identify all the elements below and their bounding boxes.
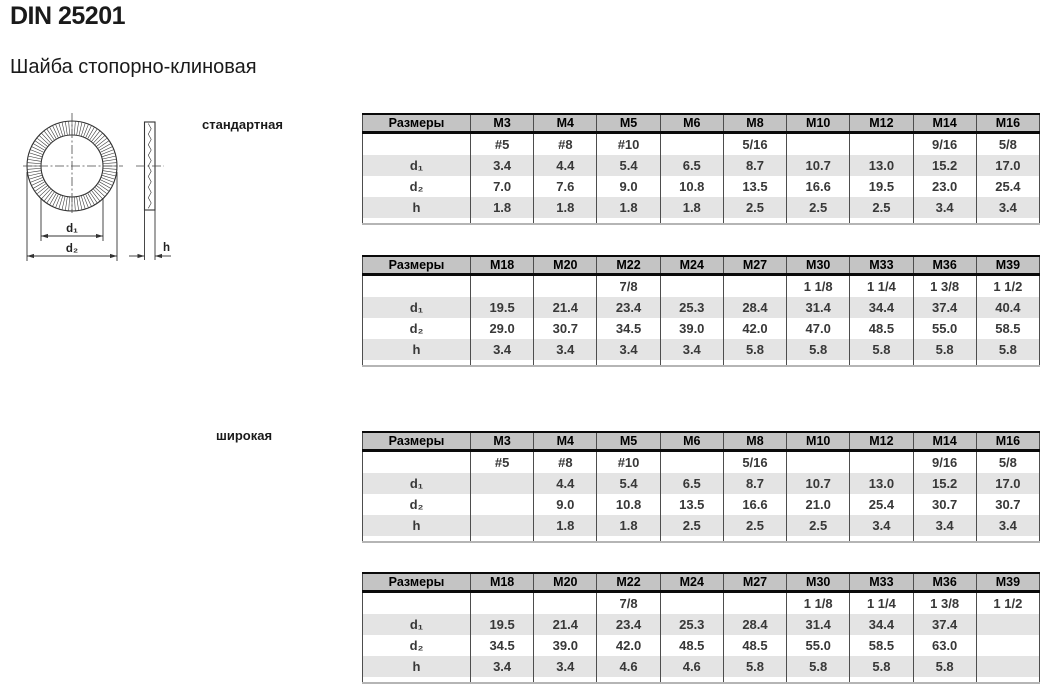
spacer-cell: [850, 360, 913, 366]
value-cell: 3.4: [471, 339, 534, 360]
spacer-cell: [787, 677, 850, 683]
value-cell: 6.5: [660, 155, 723, 176]
inch-size-cell: #8: [534, 451, 597, 474]
value-cell: 5.4: [597, 473, 660, 494]
spacer-cell: [787, 218, 850, 224]
arrowhead-icon: [96, 234, 103, 238]
spacer-cell: [723, 677, 786, 683]
table-standard-m18-m39: [362, 255, 1040, 367]
column-header: M16: [976, 432, 1039, 451]
value-cell: 16.6: [723, 494, 786, 515]
column-header: M24: [660, 256, 723, 275]
spacer-cell: [976, 360, 1039, 366]
spacer-cell: [363, 218, 471, 224]
spacer-cell: [787, 360, 850, 366]
spacer-cell: [723, 536, 786, 542]
value-cell: 19.5: [471, 297, 534, 318]
value-cell: 34.4: [850, 297, 913, 318]
column-header: M22: [597, 256, 660, 275]
value-cell: 2.5: [850, 197, 913, 218]
column-header: M36: [913, 573, 976, 592]
column-header: M20: [534, 573, 597, 592]
column-header: M36: [913, 256, 976, 275]
header-row: [363, 114, 1040, 133]
value-cell: 13.5: [723, 176, 786, 197]
inch-size-cell: [660, 133, 723, 156]
dimension-row: [363, 635, 1040, 656]
value-cell: 5.4: [597, 155, 660, 176]
spacer-cell: [660, 677, 723, 683]
spacer-row: [363, 536, 1040, 542]
dimension-row: [363, 318, 1040, 339]
spacer-cell: [363, 677, 471, 683]
spacer-cell: [534, 218, 597, 224]
column-header: M8: [723, 432, 786, 451]
value-cell: 23.4: [597, 297, 660, 318]
spacer-cell: [471, 218, 534, 224]
inch-size-cell: 1 1/2: [976, 275, 1039, 298]
row-label: d₂: [363, 635, 471, 656]
column-header: M3: [471, 114, 534, 133]
header-row: [363, 256, 1040, 275]
arrowhead-icon: [41, 234, 48, 238]
value-cell: 5.8: [723, 656, 786, 677]
value-cell: 47.0: [787, 318, 850, 339]
spacer-cell: [913, 218, 976, 224]
inch-size-cell: [660, 592, 723, 615]
dimension-row: [363, 515, 1040, 536]
spacer-cell: [534, 360, 597, 366]
spacer-cell: [597, 677, 660, 683]
arrowhead-icon: [27, 254, 34, 258]
value-cell: 9.0: [597, 176, 660, 197]
value-cell: 39.0: [534, 635, 597, 656]
spacer-cell: [976, 218, 1039, 224]
column-header: M33: [850, 573, 913, 592]
inch-size-cell: [787, 133, 850, 156]
value-cell: 21.0: [787, 494, 850, 515]
value-cell: 13.0: [850, 155, 913, 176]
value-cell: 1.8: [597, 197, 660, 218]
value-cell: 39.0: [660, 318, 723, 339]
value-cell: 42.0: [597, 635, 660, 656]
value-cell: 5.8: [850, 656, 913, 677]
column-header: M27: [723, 573, 786, 592]
inch-size-cell: 7/8: [597, 592, 660, 615]
inch-size-cell: #5: [471, 133, 534, 156]
inch-size-cell: 5/8: [976, 451, 1039, 474]
value-cell: 3.4: [913, 197, 976, 218]
dimension-row: [363, 614, 1040, 635]
value-cell: 2.5: [787, 515, 850, 536]
inch-size-cell: #10: [597, 133, 660, 156]
row-label: h: [363, 515, 471, 536]
row-label: d₂: [363, 494, 471, 515]
row-label: d₁: [363, 297, 471, 318]
page-title: DIN 25201: [10, 2, 126, 30]
row-label: h: [363, 656, 471, 677]
value-cell: 19.5: [471, 614, 534, 635]
value-cell: 8.7: [723, 155, 786, 176]
column-header: M5: [597, 114, 660, 133]
inch-size-cell: [534, 592, 597, 615]
dimension-row: [363, 197, 1040, 218]
value-cell: 1.8: [534, 197, 597, 218]
value-cell: 37.4: [913, 614, 976, 635]
inch-size-cell: 5/16: [723, 451, 786, 474]
inch-size-cell: #10: [597, 451, 660, 474]
spacer-cell: [913, 677, 976, 683]
inch-size-cell: [660, 275, 723, 298]
inch-size-cell: 1 1/4: [850, 592, 913, 615]
value-cell: 2.5: [723, 515, 786, 536]
column-header: M14: [913, 114, 976, 133]
inch-size-cell: 1 1/8: [787, 592, 850, 615]
spacer-cell: [471, 536, 534, 542]
inch-size-cell: 5/16: [723, 133, 786, 156]
inch-size-cell: [363, 451, 471, 474]
inch-size-cell: #8: [534, 133, 597, 156]
value-cell: 7.6: [534, 176, 597, 197]
value-cell: 34.5: [597, 318, 660, 339]
value-cell: 5.8: [787, 656, 850, 677]
dimension-row: [363, 494, 1040, 515]
dimension-row: [363, 176, 1040, 197]
column-header: M8: [723, 114, 786, 133]
section-label-standard: стандартная: [202, 117, 283, 132]
value-cell: 3.4: [913, 515, 976, 536]
column-header: M16: [976, 114, 1039, 133]
value-cell: 2.5: [723, 197, 786, 218]
inch-size-cell: [363, 275, 471, 298]
inch-size-cell: [363, 133, 471, 156]
dimension-row: [363, 656, 1040, 677]
table-wide-m18-m39: [362, 572, 1040, 684]
inch-size-cell: 1 3/8: [913, 592, 976, 615]
value-cell: 48.5: [723, 635, 786, 656]
washer-side-view: [136, 122, 164, 210]
value-cell: 9.0: [534, 494, 597, 515]
value-cell: [976, 656, 1039, 677]
spacer-cell: [534, 536, 597, 542]
value-cell: 5.8: [913, 656, 976, 677]
column-header: M39: [976, 573, 1039, 592]
value-cell: 34.5: [471, 635, 534, 656]
value-cell: 17.0: [976, 473, 1039, 494]
inch-size-cell: [723, 592, 786, 615]
value-cell: 4.6: [660, 656, 723, 677]
value-cell: 10.8: [660, 176, 723, 197]
value-cell: 15.2: [913, 155, 976, 176]
value-cell: 3.4: [534, 656, 597, 677]
inch-size-cell: [723, 275, 786, 298]
inch-size-cell: [471, 275, 534, 298]
column-header: M6: [660, 114, 723, 133]
column-header: M12: [850, 114, 913, 133]
spacer-cell: [850, 677, 913, 683]
d2-label: d₂: [65, 243, 79, 255]
value-cell: 21.4: [534, 614, 597, 635]
value-cell: 31.4: [787, 297, 850, 318]
inch-size-row: [363, 592, 1040, 615]
page-subtitle: Шайба стопорно-клиновая: [10, 56, 257, 78]
spacer-cell: [363, 536, 471, 542]
spacer-row: [363, 360, 1040, 366]
arrowhead-icon: [155, 254, 162, 258]
value-cell: 63.0: [913, 635, 976, 656]
value-cell: 34.4: [850, 614, 913, 635]
table-standard-m3-m16: [362, 113, 1040, 225]
column-header: M22: [597, 573, 660, 592]
inch-size-cell: 1 1/8: [787, 275, 850, 298]
inch-size-cell: [850, 451, 913, 474]
value-cell: 29.0: [471, 318, 534, 339]
value-cell: 3.4: [976, 515, 1039, 536]
value-cell: 30.7: [534, 318, 597, 339]
spacer-cell: [597, 360, 660, 366]
spacer-row: [363, 677, 1040, 683]
value-cell: 5.8: [787, 339, 850, 360]
spacer-row: [363, 218, 1040, 224]
value-cell: 13.0: [850, 473, 913, 494]
value-cell: 4.6: [597, 656, 660, 677]
spacer-cell: [363, 360, 471, 366]
value-cell: 5.8: [850, 339, 913, 360]
value-cell: 2.5: [660, 515, 723, 536]
column-header: Размеры: [363, 114, 471, 133]
spacer-cell: [976, 677, 1039, 683]
column-header: M4: [534, 432, 597, 451]
inch-size-cell: [660, 451, 723, 474]
row-label: h: [363, 339, 471, 360]
value-cell: 5.8: [976, 339, 1039, 360]
spacer-cell: [597, 536, 660, 542]
value-cell: 1.8: [471, 197, 534, 218]
column-header: M5: [597, 432, 660, 451]
washer-front-view: [23, 113, 123, 213]
d1-label: d₁: [66, 223, 78, 235]
spacer-cell: [723, 360, 786, 366]
table-wide-m3-m16: [362, 431, 1040, 543]
spacer-cell: [471, 360, 534, 366]
inch-size-cell: 9/16: [913, 133, 976, 156]
column-header: M6: [660, 432, 723, 451]
value-cell: 3.4: [471, 656, 534, 677]
row-label: h: [363, 197, 471, 218]
value-cell: 25.3: [660, 614, 723, 635]
value-cell: 8.7: [723, 473, 786, 494]
row-label: d₁: [363, 614, 471, 635]
inch-size-cell: [534, 275, 597, 298]
inch-size-cell: 7/8: [597, 275, 660, 298]
spacer-cell: [913, 536, 976, 542]
column-header: M33: [850, 256, 913, 275]
inch-size-row: [363, 133, 1040, 156]
inch-size-cell: 1 3/8: [913, 275, 976, 298]
column-header: M12: [850, 432, 913, 451]
spacer-cell: [534, 677, 597, 683]
row-label: d₁: [363, 155, 471, 176]
inch-size-cell: 1 1/2: [976, 592, 1039, 615]
value-cell: 19.5: [850, 176, 913, 197]
value-cell: 28.4: [723, 297, 786, 318]
spacer-cell: [787, 536, 850, 542]
inch-size-cell: 9/16: [913, 451, 976, 474]
inch-size-cell: [850, 133, 913, 156]
value-cell: 25.4: [976, 176, 1039, 197]
value-cell: 1.8: [660, 197, 723, 218]
header-row: [363, 432, 1040, 451]
value-cell: 10.7: [787, 155, 850, 176]
inch-size-cell: 1 1/4: [850, 275, 913, 298]
spacer-cell: [660, 536, 723, 542]
value-cell: 58.5: [850, 635, 913, 656]
spacer-cell: [850, 536, 913, 542]
value-cell: 3.4: [471, 155, 534, 176]
column-header: M39: [976, 256, 1039, 275]
value-cell: 37.4: [913, 297, 976, 318]
inch-size-cell: 5/8: [976, 133, 1039, 156]
header-row: [363, 573, 1040, 592]
value-cell: 2.5: [787, 197, 850, 218]
h-dimension: [129, 210, 171, 260]
spacer-cell: [976, 536, 1039, 542]
value-cell: 1.8: [534, 515, 597, 536]
column-header: M30: [787, 256, 850, 275]
inch-size-row: [363, 451, 1040, 474]
column-header: Размеры: [363, 256, 471, 275]
column-header: M18: [471, 256, 534, 275]
value-cell: [976, 635, 1039, 656]
value-cell: 30.7: [913, 494, 976, 515]
value-cell: 3.4: [850, 515, 913, 536]
value-cell: 58.5: [976, 318, 1039, 339]
value-cell: 7.0: [471, 176, 534, 197]
value-cell: 3.4: [534, 339, 597, 360]
spacer-cell: [723, 218, 786, 224]
spacer-cell: [597, 218, 660, 224]
value-cell: 31.4: [787, 614, 850, 635]
value-cell: 3.4: [976, 197, 1039, 218]
value-cell: 13.5: [660, 494, 723, 515]
value-cell: 5.8: [723, 339, 786, 360]
inch-size-cell: [471, 592, 534, 615]
value-cell: 16.6: [787, 176, 850, 197]
value-cell: 5.8: [913, 339, 976, 360]
value-cell: 17.0: [976, 155, 1039, 176]
column-header: M14: [913, 432, 976, 451]
inch-size-row: [363, 275, 1040, 298]
value-cell: [976, 614, 1039, 635]
washer-technical-drawing: [8, 100, 198, 280]
inch-size-cell: #5: [471, 451, 534, 474]
section-label-wide: широкая: [216, 428, 273, 443]
column-header: M30: [787, 573, 850, 592]
value-cell: 40.4: [976, 297, 1039, 318]
column-header: Размеры: [363, 573, 471, 592]
arrowhead-icon: [110, 254, 117, 258]
value-cell: 21.4: [534, 297, 597, 318]
value-cell: 1.8: [597, 515, 660, 536]
value-cell: 23.4: [597, 614, 660, 635]
dimension-row: [363, 155, 1040, 176]
spacer-cell: [913, 360, 976, 366]
column-header: M27: [723, 256, 786, 275]
arrowhead-icon: [138, 254, 145, 258]
value-cell: 10.8: [597, 494, 660, 515]
spacer-cell: [660, 360, 723, 366]
value-cell: 6.5: [660, 473, 723, 494]
column-header: M24: [660, 573, 723, 592]
column-header: Размеры: [363, 432, 471, 451]
value-cell: 4.4: [534, 473, 597, 494]
row-label: d₁: [363, 473, 471, 494]
row-label: d₂: [363, 318, 471, 339]
spacer-cell: [660, 218, 723, 224]
spacer-cell: [471, 677, 534, 683]
value-cell: 10.7: [787, 473, 850, 494]
value-cell: 48.5: [660, 635, 723, 656]
value-cell: 4.4: [534, 155, 597, 176]
inch-size-cell: [787, 451, 850, 474]
column-header: M3: [471, 432, 534, 451]
value-cell: [471, 494, 534, 515]
value-cell: 25.3: [660, 297, 723, 318]
column-header: M10: [787, 114, 850, 133]
value-cell: 55.0: [787, 635, 850, 656]
dimension-row: [363, 339, 1040, 360]
value-cell: 3.4: [597, 339, 660, 360]
row-label: d₂: [363, 176, 471, 197]
column-header: M20: [534, 256, 597, 275]
value-cell: 30.7: [976, 494, 1039, 515]
value-cell: 15.2: [913, 473, 976, 494]
inch-size-cell: [363, 592, 471, 615]
spacer-cell: [850, 218, 913, 224]
value-cell: 3.4: [660, 339, 723, 360]
value-cell: 55.0: [913, 318, 976, 339]
column-header: M4: [534, 114, 597, 133]
h-label: h: [163, 242, 171, 254]
value-cell: 28.4: [723, 614, 786, 635]
dimension-row: [363, 473, 1040, 494]
value-cell: 25.4: [850, 494, 913, 515]
value-cell: 42.0: [723, 318, 786, 339]
value-cell: 23.0: [913, 176, 976, 197]
value-cell: [471, 515, 534, 536]
dimension-row: [363, 297, 1040, 318]
value-cell: [471, 473, 534, 494]
column-header: M10: [787, 432, 850, 451]
column-header: M18: [471, 573, 534, 592]
value-cell: 48.5: [850, 318, 913, 339]
